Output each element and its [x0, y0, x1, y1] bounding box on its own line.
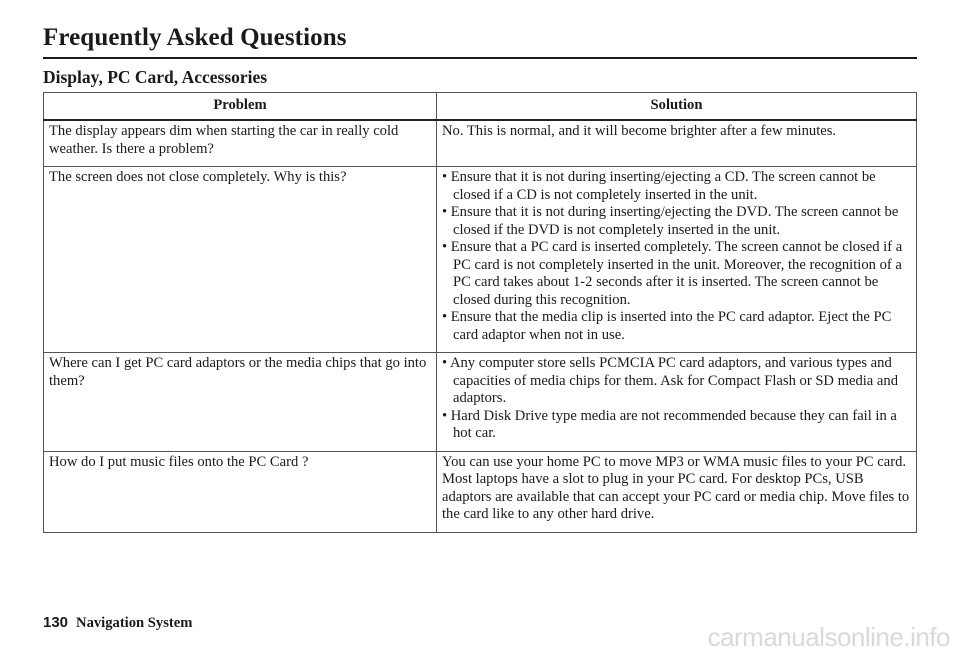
table-row — [44, 120, 917, 167]
solution-text: You can use your home PC to move MP3 or WMA music files to your PC card. Most laptops have a slot to plug in your PC card. For desktop PCs, USB adaptors are available that can accept your PC card or media chip. Move files to the card like to any other hard drive. — [442, 453, 910, 522]
problem-cell: Where can I get PC card adaptors or the media chips that go into them? — [44, 353, 437, 452]
footer-label: Navigation System — [76, 615, 193, 631]
title-divider — [43, 57, 917, 59]
solution-text: No. This is normal, and it will become brighter after a few minutes. — [442, 123, 837, 139]
section-title: Display, PC Card, Accessories — [43, 67, 268, 87]
problem-column-header: Problem — [44, 93, 437, 121]
solution-bullet: • Ensure that the media clip is inserted into the PC card adaptor. Eject the PC card adaptor when not in use. — [442, 309, 892, 343]
problem-cell: How do I put music files onto the PC Card ? — [44, 451, 437, 532]
page-number: 130 — [43, 614, 69, 631]
table-row — [44, 167, 917, 353]
solution-cell — [437, 451, 917, 532]
watermark: carmanualsonline.info — [707, 622, 950, 652]
solution-cell — [437, 120, 917, 167]
problem-cell: The display appears dim when starting the car in really cold weather. Is there a problem? — [44, 120, 437, 167]
solution-cell — [437, 167, 917, 353]
table-header-row — [44, 93, 917, 121]
solution-column-header: Solution — [437, 93, 917, 121]
page-title: Frequently Asked Questions — [43, 24, 347, 51]
solution-cell — [437, 353, 917, 452]
solution-bullet: • Ensure that a PC card is inserted completely. The screen cannot be closed if a PC card is not completely inserted in the unit. Moreover, the recognition of a PC card takes about 1-2 seconds after it is inserted. The screen cannot be closed during this recognition. — [442, 239, 903, 308]
page-footer — [43, 614, 192, 632]
faq-table — [43, 92, 917, 533]
solution-bullet: • Hard Disk Drive type media are not recommended because they can fail in a hot car. — [442, 407, 897, 441]
problem-cell: The screen does not close completely. Why is this? — [44, 167, 437, 353]
solution-bullet: • Any computer store sells PCMCIA PC card adaptors, and various types and capacities of media chips for them. Ask for Compact Flash or SD media and adaptors. — [442, 355, 899, 406]
solution-bullet: • Ensure that it is not during inserting/ejecting a CD. The screen cannot be closed if a CD is not completely inserted in the unit. — [442, 169, 876, 203]
solution-bullet: • Ensure that it is not during inserting/ejecting the DVD. The screen cannot be closed if the DVD is not completely inserted in the unit. — [442, 204, 899, 238]
table-row — [44, 353, 917, 452]
table-row — [44, 451, 917, 532]
